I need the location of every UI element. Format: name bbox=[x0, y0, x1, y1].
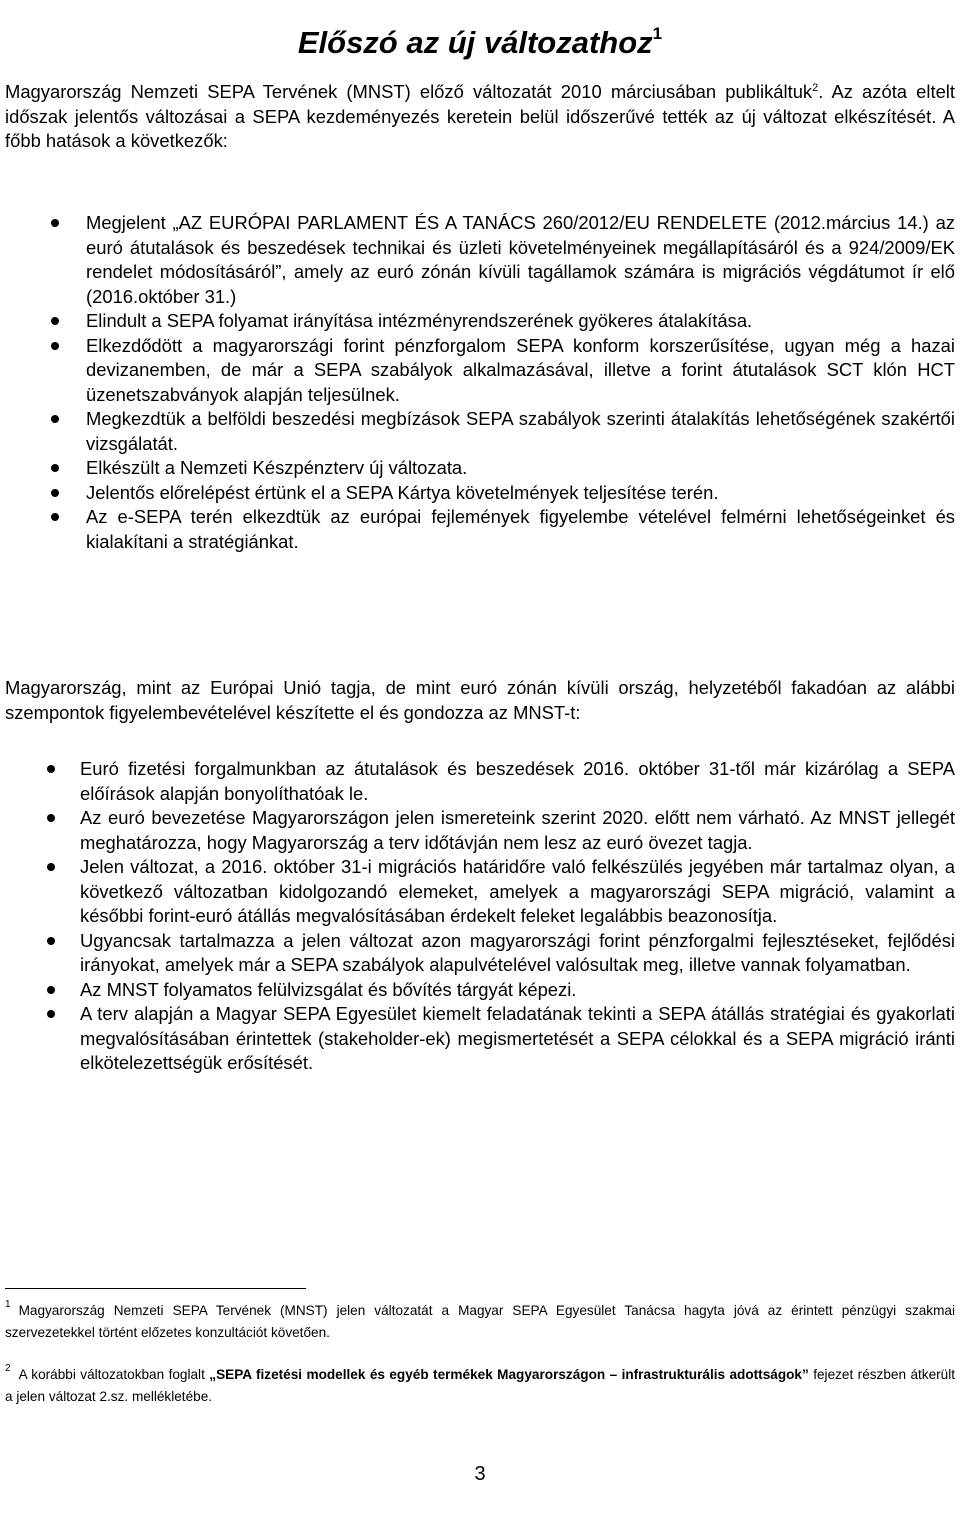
footnote-chapter-title: „SEPA fizetési modellek és egyéb termékek Magyarországon – infrastrukturális adottságok” bbox=[209, 1367, 809, 1382]
list-item bbox=[5, 929, 955, 978]
footnote-text: Magyarország Nemzeti SEPA Tervének (MNST) jelen változatát a Magyar SEPA Egyesület Tanácsa hagyta jóvá az érintett pénzügyi szakmai szervezetekkel történt előzetes konzultációt követően. bbox=[5, 1303, 955, 1340]
title-footnote-ref[interactable]: 1 bbox=[652, 23, 663, 43]
context-paragraph: Magyarország, mint az Európai Unió tagja, de mint euró zónán kívüli ország, helyzetéből fakadóan az alábbi szempontok figyelembevételével készítette el és gondozza az MNST-t: bbox=[5, 677, 955, 723]
list-item-text: Ugyancsak tartalmazza a jelen változat azon magyarországi forint pénzforgalmi fejlesztéseket, fejlődési irányokat, amelyek már a SEPA szabályok alapulvételével valósultak meg, illetve vannak folyamatban. bbox=[80, 929, 955, 975]
list-item bbox=[5, 978, 955, 1003]
list-item-text: Elindult a SEPA folyamat irányítása intézményrendszerének gyökeres átalakítása. bbox=[86, 310, 753, 331]
list-item-text: Euró fizetési forgalmunkban az átutalások és beszedések 2016. október 31-től már kizárólag a SEPA előírások alapján bonyolíthatóak le. bbox=[80, 758, 955, 804]
bullet-icon bbox=[47, 986, 55, 994]
list-item bbox=[5, 407, 955, 456]
list-item bbox=[5, 757, 955, 806]
bullet-icon bbox=[47, 765, 55, 773]
bullet-icon bbox=[47, 814, 55, 822]
bullet-icon bbox=[47, 863, 55, 871]
bullet-icon bbox=[47, 1010, 55, 1018]
title-text: Előszó az új változathoz bbox=[297, 24, 653, 60]
footnote-text: A korábbi változatokban foglalt bbox=[18, 1367, 210, 1382]
intro-footnote-ref[interactable]: 2 bbox=[812, 82, 819, 94]
footnote-2 bbox=[5, 1364, 955, 1408]
intro-text-1: Magyarország Nemzeti SEPA Tervének (MNST) előző változatát 2010 márciusában publikáltuk bbox=[5, 81, 813, 102]
list-item bbox=[5, 309, 955, 334]
list-item-text: Az e-SEPA terén elkezdtük az európai fejlemények figyelembe vételével felmérni lehetőségeinket és kialakítani a stratégiánkat. bbox=[86, 506, 955, 552]
bullet-icon bbox=[51, 342, 59, 350]
list-item-text: Jelen változat, a 2016. október 31-i migrációs határidőre való felkészülés jegyében már tartalmaz olyan, a következő változatban kidolgozandó elemeket, amelyek a magyarországi SEPA migráció, valamint a későbbi forint-euró átállás megvalósításában érdekelt feleket legalábbis beazonosítja. bbox=[80, 856, 955, 926]
bullet-icon bbox=[47, 937, 55, 945]
list-item bbox=[5, 211, 955, 309]
list-item bbox=[5, 334, 955, 408]
bullet-icon bbox=[51, 489, 59, 497]
footnote-1 bbox=[5, 1300, 955, 1344]
list-item bbox=[5, 456, 955, 481]
bullet-icon bbox=[51, 513, 59, 521]
list-item-text: Az MNST folyamatos felülvizsgálat és bővítés tárgyát képezi. bbox=[80, 978, 577, 1000]
footnote-marker: 1 bbox=[5, 1299, 11, 1310]
bullet-icon bbox=[51, 464, 59, 472]
list-item-text: Jelentős előrelépést értünk el a SEPA Kártya követelmények teljesítése terén. bbox=[86, 481, 719, 503]
intro-text-2: . Az azóta eltelt időszak jelentős változásai a SEPA kezdeményezés keretein belül időszerűvé tették az új változat elkészítését. A főbb hatások a következők: bbox=[5, 81, 955, 151]
list-item-text: Elkezdődött a magyarországi forint pénzforgalom SEPA konform korszerűsítése, ugyan még a hazai devizanemben, de már a SEPA szabályok alkalmazásával, illetve a forint átutalások SCT klón HCT üzenetszabványok alapján teljesülnek. bbox=[86, 334, 955, 405]
page-title bbox=[0, 21, 960, 65]
bullet-icon bbox=[51, 415, 59, 423]
changes-list bbox=[5, 211, 955, 554]
intro-paragraph bbox=[5, 80, 955, 154]
footnote-divider bbox=[5, 1288, 306, 1289]
list-item bbox=[5, 505, 955, 554]
bullet-icon bbox=[51, 317, 59, 325]
list-item-text: Megkezdtük a belföldi beszedési megbízások SEPA szabályok szerinti átalakítás lehetőségének szakértői vizsgálatát. bbox=[86, 408, 955, 454]
list-item-text: A terv alapján a Magyar SEPA Egyesület kiemelt feladatának tekinti a SEPA átállás stratégiai és gyakorlati megvalósításában érintettek (stakeholder-ek) megismertetését a SEPA célokkal és a SEPA migráció iránti elkötelezettségük erősítését. bbox=[80, 1003, 955, 1073]
list-item bbox=[5, 481, 955, 506]
list-item-text: Megjelent „AZ EURÓPAI PARLAMENT ÉS A TANÁCS 260/2012/EU RENDELETE (2012.március 14.) az euró átutalások és beszedések technikai és üzleti követelményeinek megállapításáról és a 924/2009/EK rendelet módosításáról”, amely az euró zónán kívüli tagállamok számára is migrációs végdátumot ír elő (2016.október 31.) bbox=[86, 212, 955, 307]
list-item bbox=[5, 1002, 955, 1076]
list-item-text: Elkészült a Nemzeti Készpénzterv új változata. bbox=[86, 457, 468, 478]
footnote-marker: 2 bbox=[5, 1363, 11, 1374]
list-item bbox=[5, 806, 955, 855]
footnote-text-end: fejezet részben átkerült a jelen változat 2.sz. mellékletébe. bbox=[5, 1367, 956, 1404]
considerations-list bbox=[5, 757, 955, 1076]
list-item-text: Az euró bevezetése Magyarországon jelen ismereteink szerint 2020. előtt nem várható. Az MNST jellegét meghatározza, hogy Magyarország a terv időtávján nem lesz az euró övezet tagja. bbox=[80, 807, 955, 853]
list-item bbox=[5, 855, 955, 929]
page-number: 3 bbox=[474, 1463, 486, 1485]
bullet-icon bbox=[51, 219, 59, 227]
